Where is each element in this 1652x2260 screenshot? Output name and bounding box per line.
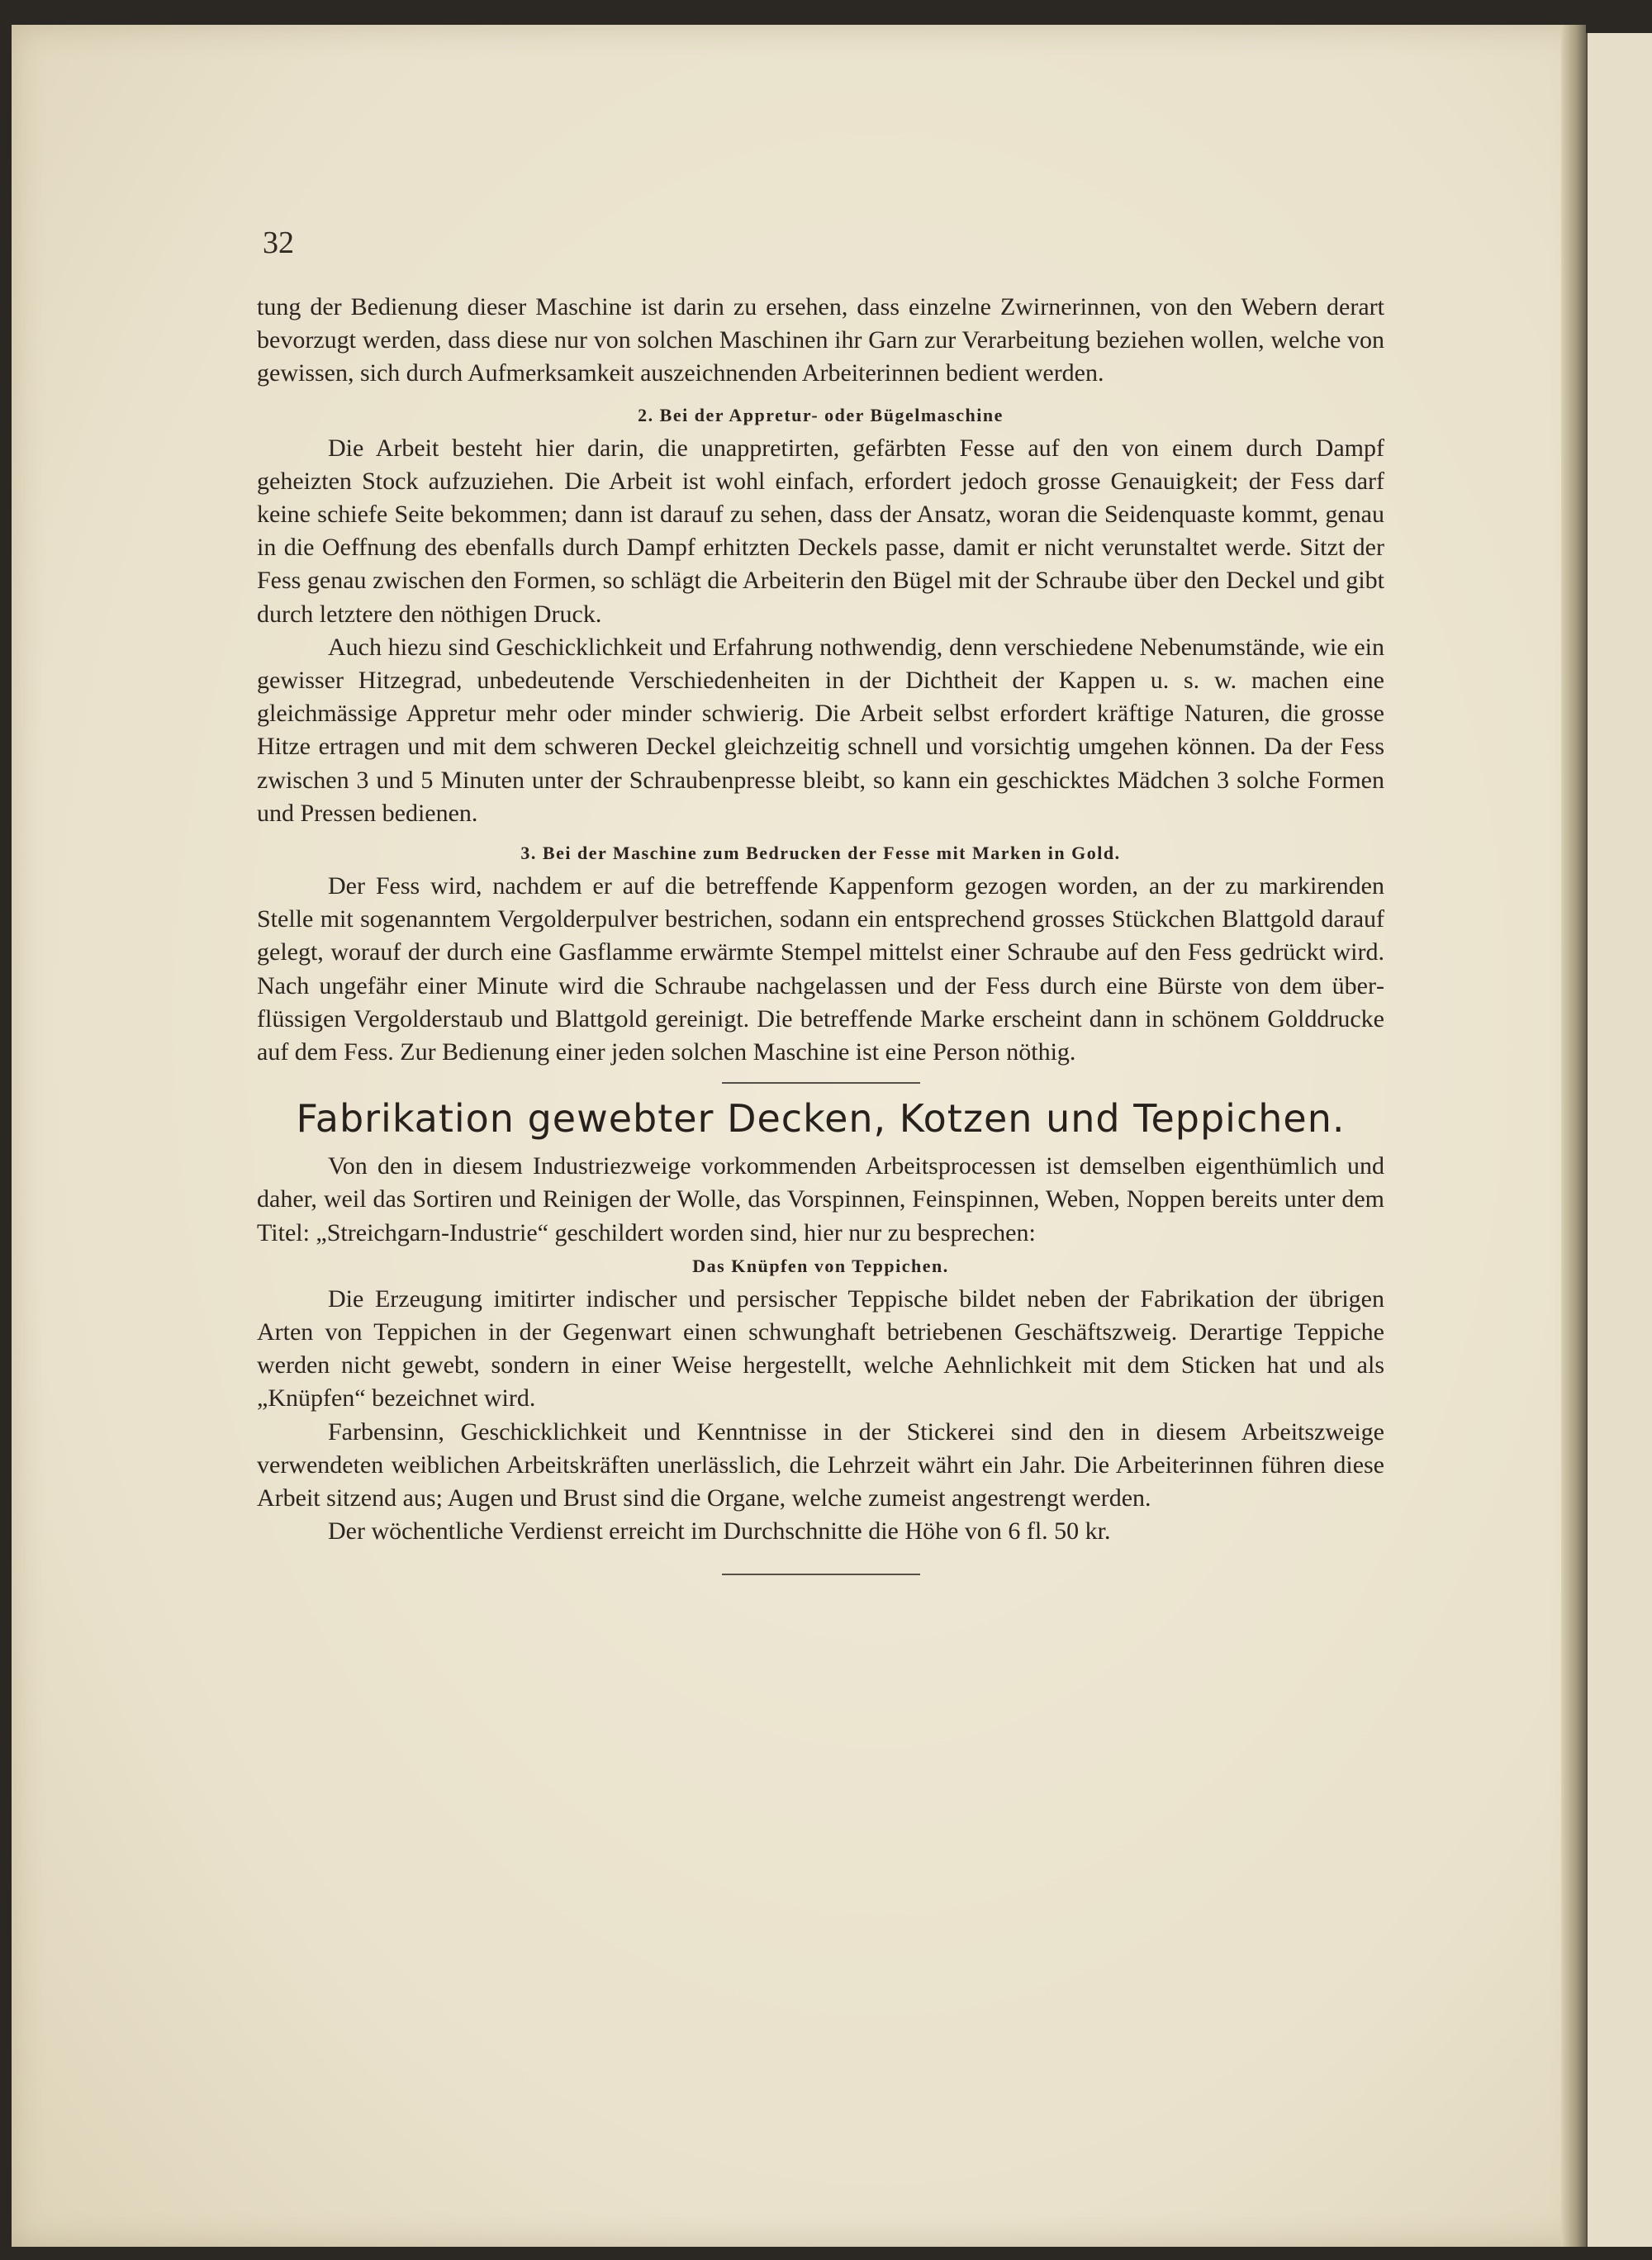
- heading-knuepfen: Das Knüpfen von Teppichen.: [692, 1255, 949, 1276]
- page-number: 32: [263, 226, 294, 260]
- knuepfen-paragraph-2: Farbensinn, Geschicklichkeit und Kenntnisse in der Stickerei sind den in diesem Arbeitszweige verwendeten weiblichen Arbeitskräften unerlässlich, die Lehrzeit währt ein Jahr. Die Arbeiterinnen führen diese Arbeit sitzend aus; Augen und Brust sind die Organe, welche zumeist angestrengt werden.: [257, 1417, 1384, 1512]
- section-intro-paragraph: Von den in diesem Industriezweige vorkommenden Arbeitsprocessen ist demselben eigenthümlich und daher, weil das Sortiren und Reinigen der Wolle, das Vorspinnen, Feinspinnen, Weben, Noppen bereits unter dem Titel: „Streichgarn-Industrie“ geschildert worden sind, hier nur zu besprechen:: [257, 1152, 1384, 1246]
- section-divider: [722, 1082, 920, 1084]
- facing-page-edge: [1586, 33, 1652, 2247]
- appretur-paragraph-2: Auch hiezu sind Geschicklichkeit und Erfahrung nothwendig, denn verschiedene Nebenumstände, wie ein gewisser Hitzegrad, unbedeutende Verschiedenheiten in der Dichtheit der Kappen u. s. w. machen eine gleichmässige Appretur mehr oder minder schwierig. Die Arbeit selbst erfordert kräftige Naturen, die grosse Hitze ertragen und mit dem schweren Deckel gleichzeitig schnell und vorsichtig umgehen können. Da der Fess zwischen 3 und 5 Minuten unter der Schraubenpresse bleibt, so kann ein geschicktes Mädchen 3 solche Formen und Pressen bedienen.: [257, 633, 1384, 827]
- golddruck-paragraph: Der Fess wird, nachdem er auf die betreffende Kappenform gezogen worden, an der zu markirenden Stelle mit sogenanntem Vergolderpulver bestrichen, sodann ein entsprechend grosses Stückchen Blattgold darauf gelegt, worauf der durch eine Gasflamme erwärmte Stempel mittelst einer Schraube auf den Fess gedrückt wird. Nach ungefähr einer Minute wird die Schraube nachgelassen und der Fess durch eine Bürste von dem überflüssigen Vergolderstaub und Blattgold gereinigt. Die betreffende Marke erscheint dann in schönem Golddrucke auf dem Fess. Zur Bedienung einer jeden solchen Maschine ist eine Person nöthig.: [257, 872, 1384, 1066]
- intro-paragraph: tung der Bedienung dieser Maschine ist darin zu ersehen, dass einzelne Zwirnerinnen, von den Webern derart bevorzugt werden, dass diese nur von solchen Maschinen ihr Garn zur Verarbeitung beziehen wollen, welche von gewissen, sich durch Aufmerksamkeit auszeichnenden Arbeiterinnen bedient werden.: [257, 293, 1384, 387]
- heading-golddruck: 3. Bei der Maschine zum Bedrucken der Fesse mit Marken in Gold.: [520, 843, 1121, 864]
- knuepfen-paragraph-1: Die Erzeugung imitirter indischer und persischer Teppische bildet neben der Fabrikation der übrigen Arten von Teppichen in der Gegenwart einen schwunghaft betriebenen Geschäftszweig. Derartige Teppiche werden nicht gewebt, sondern in einer Weise hergestellt, welche Aehnlichkeit mit dem Sticken hat und als „Knüpfen“ bezeichnet wird.: [257, 1284, 1384, 1412]
- end-divider: [722, 1574, 920, 1575]
- page-text-block: [257, 291, 1384, 1583]
- section-title: Fabrikation gewebter Decken, Kotzen und Teppichen.: [296, 1096, 1346, 1142]
- knuepfen-paragraph-3: Der wöchentliche Verdienst erreicht im Durchschnitte die Höhe von 6 fl. 50 kr.: [328, 1517, 1111, 1545]
- book-spine: [1561, 25, 1586, 2247]
- appretur-paragraph-1: Die Arbeit besteht hier darin, die unappretirten, gefärbten Fesse auf den von einem durch Dampf geheizten Stock aufzuziehen. Die Arbeit ist wohl einfach, erfordert jedoch grosse Genauigkeit; der Fess darf keine schiefe Seite bekommen; dann ist darauf zu sehen, dass der Ansatz, woran die Seidenquaste kommt, genau in die Oeffnung des ebenfalls durch Dampf erhitzten Deckels passe, damit er nicht verunstaltet werde. Sitzt der Fess genau zwischen den Formen, so schlägt die Arbeiterin den Bügel mit der Schraube über den Deckel und gibt durch letztere den nöthigen Druck.: [257, 434, 1384, 628]
- heading-appretur: 2. Bei der Appretur- oder Bügelmaschine: [638, 404, 1004, 425]
